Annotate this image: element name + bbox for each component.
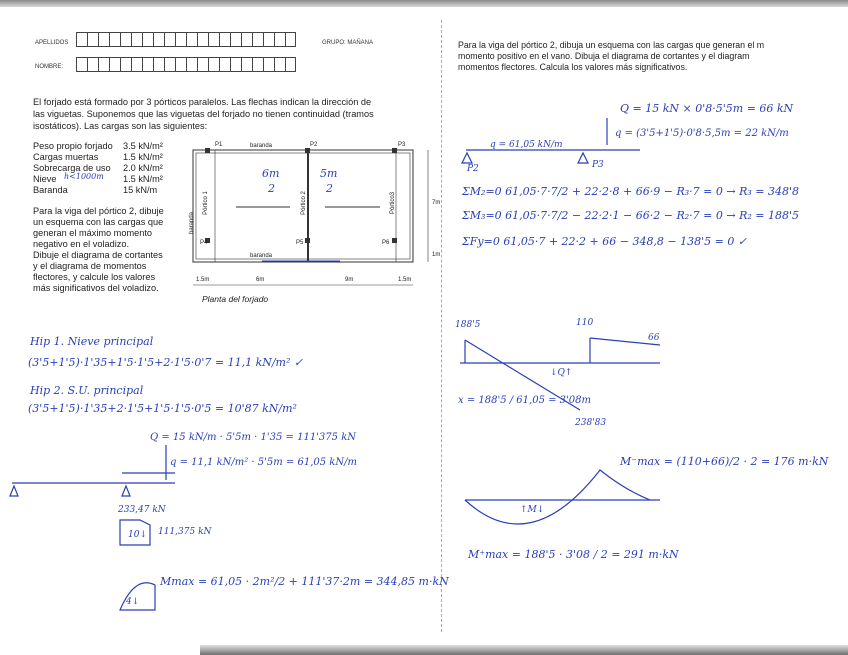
right-hw-p3: P3 — [592, 160, 604, 170]
plan-dim: 1m — [432, 252, 441, 258]
right-hw-mneg: M⁻max = (110+66)/2 · 2 = 176 m·kN — [620, 455, 829, 468]
right-task-line: momentos flectores. Calcula los valores más significativos. — [458, 62, 688, 72]
task-line: generan el máximo momento — [33, 228, 152, 238]
hw-v2: 111,375 kN — [158, 527, 212, 537]
right-hw-p2: P2 — [467, 164, 479, 174]
plan-dim: 7m — [432, 200, 441, 206]
task-line: Para la viga del pórtico 2, dibuje — [33, 206, 164, 216]
plan-hw-2a: 2 — [268, 182, 275, 195]
right-hw-mpos: M⁺max = 188'5 · 3'08 / 2 = 291 m·kN — [468, 548, 679, 561]
plan-hw-5m: 5m — [320, 167, 338, 180]
task-line: flectores, y calcule los valores — [33, 272, 156, 282]
right-hw-dm: ↑M↓ — [520, 505, 545, 515]
right-hw-qbeam: q = 61,05 kN/m — [490, 140, 563, 150]
right-task-line: momento positivo en el vano. Dibuja el diagrama de cortantes y el diagram — [458, 51, 750, 61]
plan-baranda-side: baranda — [189, 211, 196, 235]
hw-q: q = 11,1 kN/m² · 5'5m = 61,05 kN/m — [170, 457, 357, 468]
load-name: Baranda — [33, 185, 68, 195]
hw-v1: 233,47 kN — [118, 505, 166, 515]
hw-hip1: Hip 1. Nieve principal — [30, 335, 154, 348]
right-hw-vbottom: 238'83 — [575, 418, 607, 428]
right-hw-eq3: ΣFy=0 61,05·7 + 22·2 + 66 − 348,8 − 138'5 = 0 ✓ — [462, 235, 748, 248]
load-value: 1.5 kN/m² — [123, 174, 163, 184]
load-value: 1.5 kN/m² — [123, 152, 163, 162]
right-hw-vleft: 188'5 — [455, 320, 481, 330]
load-name: Sobrecarga de uso — [33, 163, 111, 173]
right-hw-eq1: ΣM₂=0 61,05·7·7/2 + 22·2·8 + 66·9 − R₃·7 = 0 → R₃ = 348'8 — [462, 185, 799, 198]
plan-portico-3: Pórtico3 — [390, 191, 397, 215]
hw-mmax: Mmax = 61,05 · 2m²/2 + 111'37·2m = 344,85 m·kN — [160, 575, 449, 588]
hw-eq2: (3'5+1'5)·1'35+2·1'5+1'5·1'5·0'5 = 10'87 kN/m² — [28, 402, 297, 415]
grupo-label: GRUPO: MAÑANA — [322, 40, 374, 46]
plan-portico-1: Pórtico 1 — [202, 191, 209, 215]
task-line: Dibuje el diagrama de cortantes — [33, 250, 163, 260]
hw-eq1: (3'5+1'5)·1'35+1'5·1'5+2·1'5·0'7 = 11,1 kN/m² ✓ — [28, 356, 304, 369]
intro-line-2: las viguetas. Suponemos que las viguetas del forjado no tienen continuidad (tramos — [33, 109, 374, 119]
nieve-note: h<1000m — [64, 172, 104, 181]
nombre-label: NOMBRE: — [35, 64, 64, 70]
plan-p1: P1 — [215, 142, 223, 148]
load-name: Nieve — [33, 174, 57, 184]
right-hw-x: x = 188'5 / 61,05 = 3'08m — [458, 395, 591, 406]
hw-Q: Q = 15 kN/m · 5'5m · 1'35 = 111'375 kN — [150, 432, 357, 443]
plan-dim: 1.5m — [196, 277, 210, 283]
plan-dim: 9m — [345, 277, 354, 283]
task-line: un esquema con las cargas que — [33, 217, 164, 227]
plan-baranda-top: baranda — [250, 143, 273, 149]
apellidos-label: APELLIDOS — [35, 40, 69, 46]
plan-p4: P4 — [200, 240, 208, 246]
plan-dim: 6m — [256, 277, 265, 283]
intro-line-3: isostáticos). Las cargas son las siguientes: — [33, 121, 208, 131]
task-line: negativo en el voladizo. — [33, 239, 130, 249]
plan-p6: P6 — [382, 240, 390, 246]
right-task-line: Para la viga del pórtico 2, dibuja un esquema con las cargas que generan el m — [458, 40, 765, 50]
load-value: 3.5 kN/m² — [123, 141, 163, 151]
intro-line-1: El forjado está formado por 3 pórticos paralelos. Las flechas indican la dirección de — [33, 97, 372, 107]
right-hw-Q: Q = 15 kN × 0'8·5'5m = 66 kN — [620, 102, 794, 115]
plan-p2: P2 — [310, 142, 318, 148]
plan-p5: P5 — [296, 240, 304, 246]
right-hw-vmid: 110 — [576, 318, 594, 328]
right-hw-vright: 66 — [648, 333, 660, 343]
right-hw-eq2: ΣM₃=0 61,05·7·7/2 − 22·2·1 − 66·2 − R₂·7 = 0 → R₂ = 188'5 — [462, 209, 799, 222]
plan-caption: Planta del forjado — [202, 294, 269, 304]
hw-hip2: Hip 2. S.U. principal — [30, 384, 144, 397]
load-name: Cargas muertas — [33, 152, 99, 162]
load-value: 15 kN/m — [123, 185, 158, 195]
plan-dim: 1.5m — [398, 277, 412, 283]
hw-dm: 4↓ — [126, 597, 140, 607]
plan-baranda-bottom: baranda — [250, 253, 273, 259]
task-line: más significativos del voladizo. — [33, 283, 159, 293]
right-hw-q: q = (3'5+1'5)·0'8·5,5m = 22 kN/m — [615, 128, 789, 139]
plan-portico-2: Pórtico 2 — [300, 191, 307, 215]
load-name: Peso propio forjado — [33, 141, 113, 151]
plan-p3: P3 — [398, 142, 406, 148]
load-value: 2.0 kN/m² — [123, 163, 163, 173]
plan-hw-2b: 2 — [326, 182, 333, 195]
task-line: y el diagrama de momentos — [33, 261, 147, 271]
right-hw-dv: ↓Q↑ — [550, 368, 573, 378]
plan-hw-6m: 6m — [262, 167, 280, 180]
hw-dv: 10↓ — [128, 530, 147, 540]
